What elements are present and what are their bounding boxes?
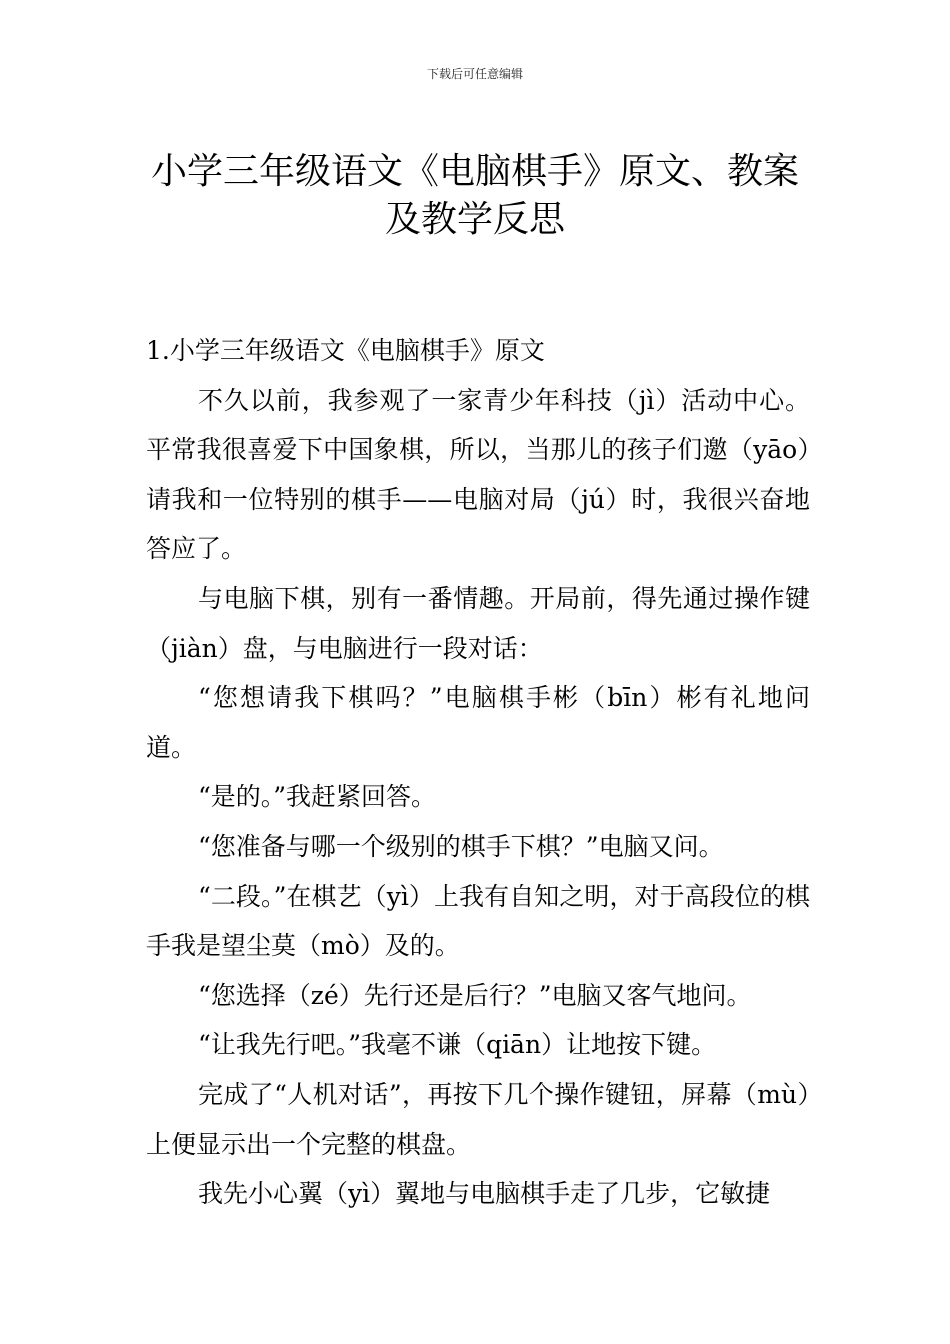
paragraph: 完成了“人机对话”，再按下几个操作键钮，屏幕（mù）上便显示出一个完整的棋盘。 [146,1079,810,1159]
document-title [140,148,810,244]
document-title-line-2: 及教学反思 [384,199,565,241]
section-heading: 1.小学三年级语文《电脑棋手》原文 [146,336,545,365]
paragraph: “二段。”在棋艺（yì）上我有自知之明，对于高段位的棋手我是望尘莫（mò）及的。 [146,881,810,961]
header-note: 下载后可任意编辑 [426,67,523,81]
document-title-line-1: 小学三年级语文《电脑棋手》原文、教案 [150,151,799,193]
paragraph: “是的。”我赶紧回答。 [198,782,437,812]
paragraph: “您想请我下棋吗？”电脑棋手彬（bīn）彬有礼地问道。 [146,683,810,762]
paragraph: 不久以前，我参观了一家青少年科技（jì）活动中心。平常我很喜爱下中国象棋，所以，当那儿的孩子们邀（yāo）请我和一位特别的棋手——电脑对局（jú）时，我很兴奋地答应了。 [146,385,810,564]
paragraph: 我先小心翼（yì）翼地与电脑棋手走了几步，它敏捷 [198,1179,771,1209]
paragraph: “您选择（zé）先行还是后行？”电脑又客气地问。 [198,980,752,1010]
paragraph: “您准备与哪一个级别的棋手下棋？”电脑又问。 [198,831,724,861]
paragraph: “让我先行吧。”我毫不谦（qiān）让地按下键。 [198,1030,717,1060]
document-body [146,326,810,1219]
paragraph: 与电脑下棋，别有一番情趣。开局前，得先通过操作键（jiàn）盘，与电脑进行一段对话： [146,583,810,663]
